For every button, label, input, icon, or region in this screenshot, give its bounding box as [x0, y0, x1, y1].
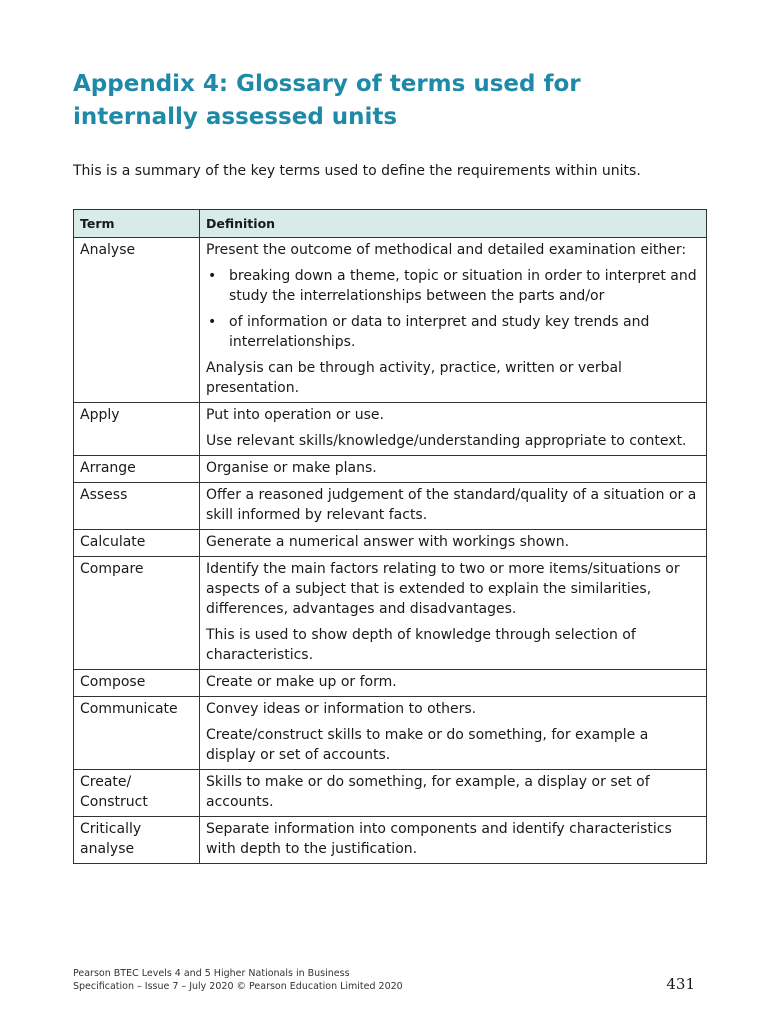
table-row — [74, 817, 707, 864]
intro-text: This is a summary of the key terms used to define the requirements within units. — [73, 163, 641, 179]
bullet-text: breaking down a theme, topic or situation in order to interpret and study the interrelationships between the parts and/or — [229, 268, 697, 304]
definition-text: Convey ideas or information to others. — [206, 701, 477, 717]
definition-text: Analysis can be through activity, practice, written or verbal presentation. — [206, 360, 622, 396]
bullet-item — [206, 312, 700, 352]
definition-text: Organise or make plans. — [206, 460, 377, 476]
term-cell: Analyse — [74, 238, 200, 403]
definition-text: Present the outcome of methodical and detailed examination either: — [206, 242, 687, 258]
definition-cell — [200, 697, 707, 770]
term-cell: Communicate — [74, 697, 200, 770]
definition-cell — [200, 530, 707, 557]
term-text-line-2: analyse — [80, 841, 135, 857]
definition-cell — [200, 403, 707, 456]
term-cell: Calculate — [74, 530, 200, 557]
definition-text: This is used to show depth of knowledge through selection of characteristics. — [206, 627, 636, 663]
term-text-line-1: Create/ — [80, 774, 132, 790]
table-row — [74, 403, 707, 456]
bullet-text: of information or data to interpret and study key trends and interrelationships. — [229, 314, 650, 350]
definition-text: Put into operation or use. — [206, 407, 384, 423]
glossary-table — [73, 209, 707, 864]
column-header-term: Term — [74, 210, 200, 238]
term-cell — [74, 817, 200, 864]
definition-text: Create/construct skills to make or do something, for example a display or set of accounts. — [206, 727, 649, 763]
footer-line-2: Specification – Issue 7 – July 2020 © Pearson Education Limited 2020 — [73, 981, 403, 992]
page-footer — [73, 967, 403, 993]
table-row — [74, 483, 707, 530]
definition-text: Create or make up or form. — [206, 674, 397, 690]
definition-cell — [200, 483, 707, 530]
page-title — [73, 68, 713, 134]
table-row — [74, 456, 707, 483]
definition-bullet-list — [206, 266, 700, 352]
table-row — [74, 238, 707, 403]
definition-cell — [200, 670, 707, 697]
term-cell: Compare — [74, 557, 200, 670]
table-row — [74, 770, 707, 817]
footer-line-1: Pearson BTEC Levels 4 and 5 Higher Nationals in Business — [73, 968, 350, 979]
definition-text: Generate a numerical answer with workings shown. — [206, 534, 570, 550]
bullet-icon: • — [208, 314, 217, 330]
column-header-definition: Definition — [200, 210, 707, 238]
term-cell: Assess — [74, 483, 200, 530]
definition-text: Use relevant skills/knowledge/understanding appropriate to context. — [206, 433, 687, 449]
term-cell — [74, 770, 200, 817]
page-title-line-2: internally assessed units — [73, 104, 398, 130]
definition-text: Skills to make or do something, for example, a display or set of accounts. — [206, 774, 650, 810]
table-row — [74, 670, 707, 697]
term-cell: Compose — [74, 670, 200, 697]
table-row — [74, 697, 707, 770]
term-text-line-2: Construct — [80, 794, 148, 810]
term-cell: Apply — [74, 403, 200, 456]
definition-text: Offer a reasoned judgement of the standard/quality of a situation or a skill informed by relevant facts. — [206, 487, 697, 523]
term-cell: Arrange — [74, 456, 200, 483]
definition-text: Identify the main factors relating to two or more items/situations or aspects of a subject that is extended to explain the similarities, differences, advantages and disadvantages. — [206, 561, 680, 617]
page-number: 431 — [666, 975, 695, 993]
table-header-row — [74, 210, 707, 238]
definition-cell — [200, 770, 707, 817]
bullet-icon: • — [208, 268, 217, 284]
bullet-item — [206, 266, 700, 306]
definition-text: Separate information into components and identify characteristics with depth to the justification. — [206, 821, 672, 857]
table-row — [74, 557, 707, 670]
term-text-line-1: Critically — [80, 821, 142, 837]
definition-cell — [200, 557, 707, 670]
page-title-line-1: Appendix 4: Glossary of terms used for — [73, 71, 581, 97]
definition-cell — [200, 238, 707, 403]
definition-cell — [200, 456, 707, 483]
table-row — [74, 530, 707, 557]
definition-cell — [200, 817, 707, 864]
